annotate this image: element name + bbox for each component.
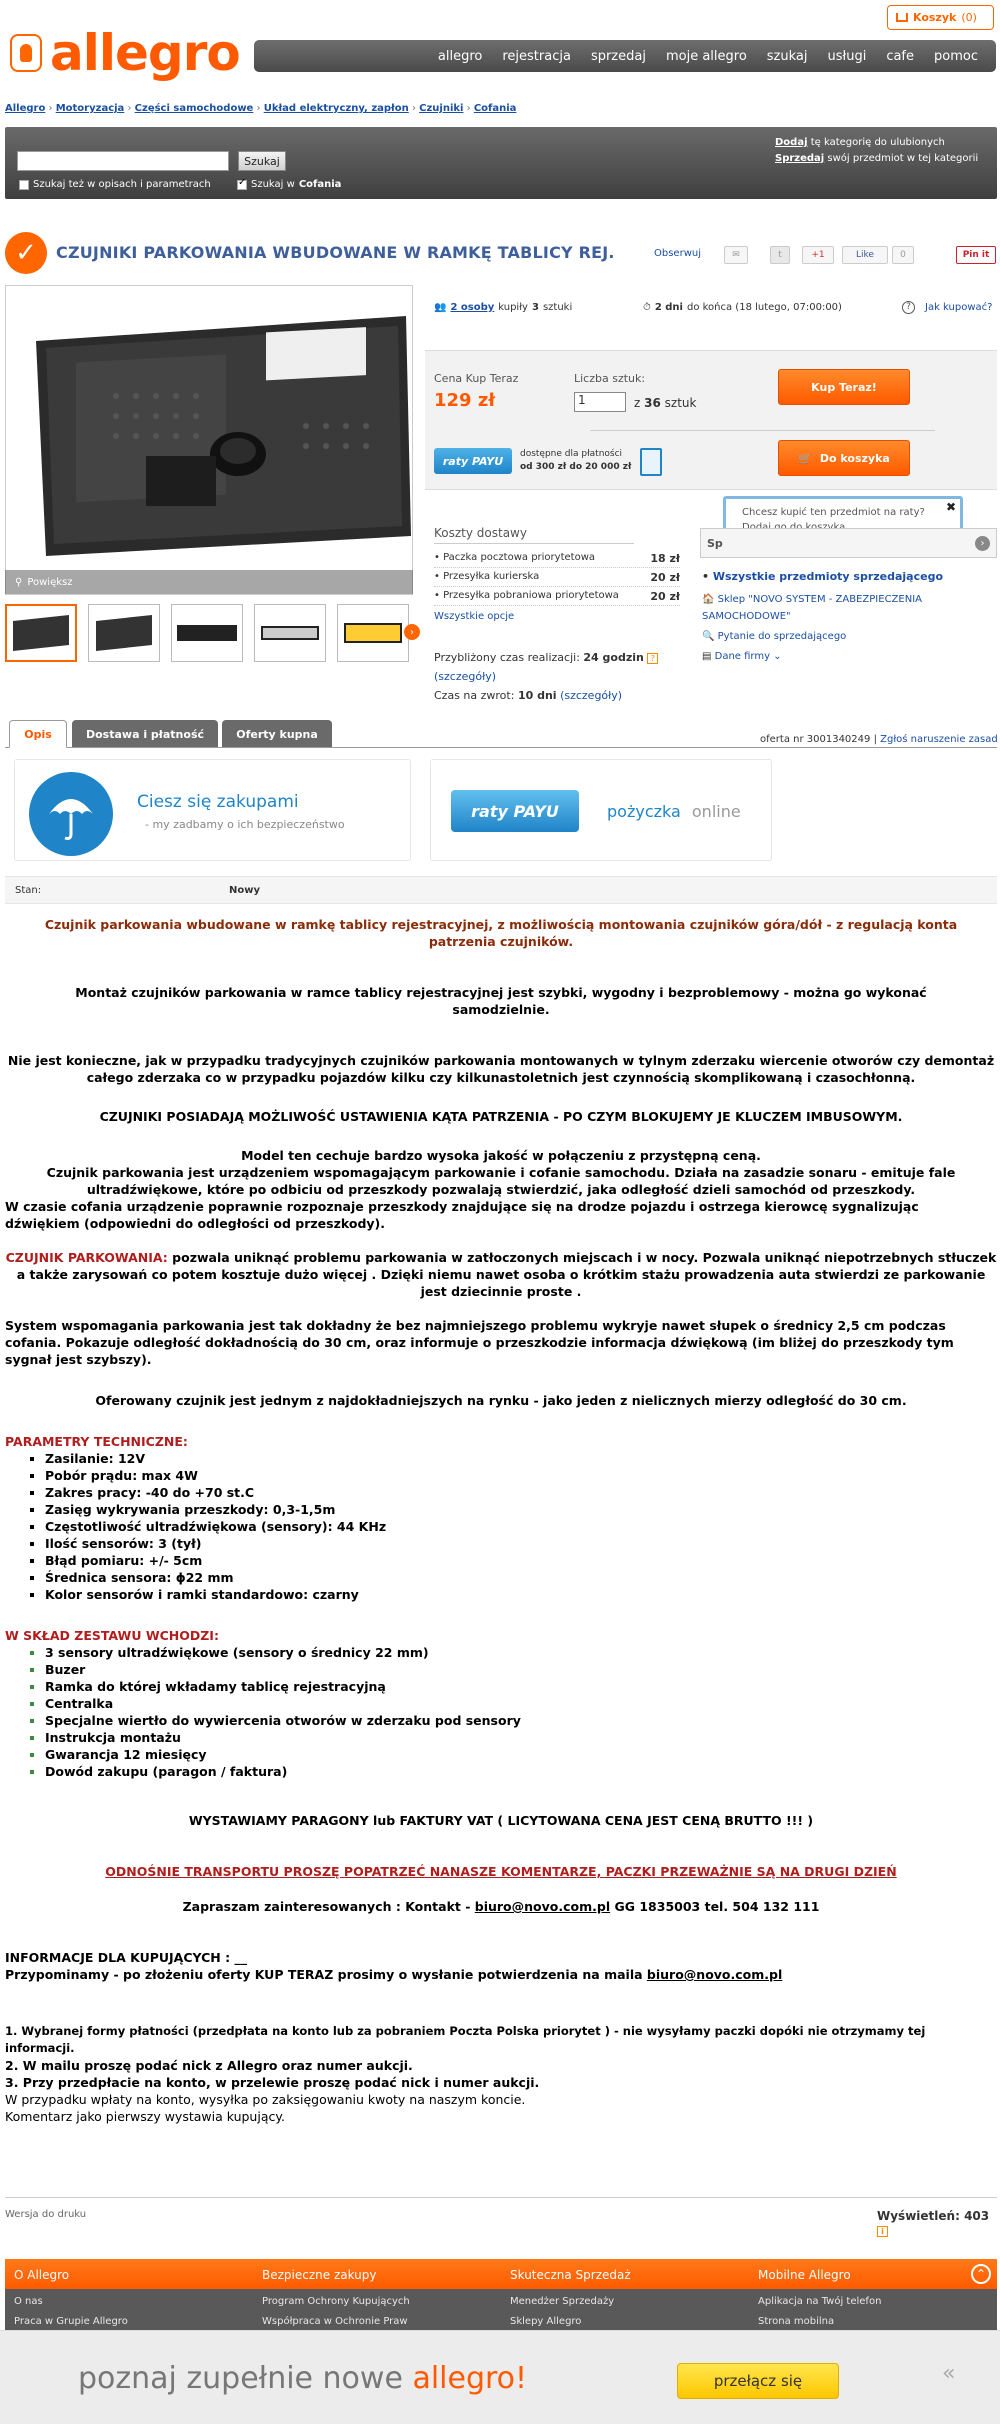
tab-description[interactable]: Opis xyxy=(9,720,67,748)
twitter-icon[interactable]: t xyxy=(770,246,790,264)
description-p5-label: CZUJNIK PARKOWANIA: xyxy=(5,1250,168,1265)
shipping-name: Przesyłka pobraniowa priorytetowa xyxy=(443,590,619,601)
footer-link[interactable]: Aplikacja na Twój telefon xyxy=(758,2296,882,2307)
quantity-unit: sztuk xyxy=(664,396,697,410)
promo-exclaim: ! xyxy=(515,2361,528,2396)
buyers-unit: sztuki xyxy=(542,302,573,313)
pinterest-button[interactable]: Pin it xyxy=(956,246,996,264)
breadcrumb-czujniki[interactable]: Czujniki xyxy=(419,103,464,114)
checkmark-icon: ✓ xyxy=(5,232,47,274)
footer-link[interactable]: Sklepy Allegro xyxy=(510,2316,582,2327)
divider xyxy=(5,2197,997,2198)
breadcrumb-czesci[interactable]: Części samochodowe xyxy=(134,103,254,114)
return-details-link[interactable]: (szczegóły) xyxy=(560,689,623,702)
return-label: Czas na zwrot: xyxy=(434,689,515,702)
nav-help[interactable]: pomoc xyxy=(934,48,978,64)
nav-cafe[interactable]: cafe xyxy=(886,48,915,64)
allegro-logo[interactable] xyxy=(10,24,240,82)
footer-link[interactable]: O nas xyxy=(14,2296,43,2307)
observe-link[interactable]: Obserwuj xyxy=(654,248,701,259)
condition-value: Nowy xyxy=(229,885,260,896)
realization-label: Przybliżony czas realizacji: xyxy=(434,651,580,664)
shipping-name: Paczka pocztowa priorytetowa xyxy=(443,552,595,563)
time-left xyxy=(643,302,842,313)
safe-shopping-banner[interactable] xyxy=(14,759,411,861)
list-item: ▪ Średnica sensora: ϕ22 mm xyxy=(45,1569,997,1586)
checkbox-checked-icon xyxy=(237,180,247,190)
sell-here-link[interactable]: Sprzedaj xyxy=(775,153,825,164)
add-to-cart-label: Do koszyka xyxy=(819,451,890,465)
footer-link[interactable]: Praca w Grupie Allegro xyxy=(14,2316,128,2327)
thumbnail-next-arrow-icon[interactable]: › xyxy=(404,624,420,640)
nav-register[interactable]: rejestracja xyxy=(502,48,571,64)
online-word: online xyxy=(691,802,741,821)
sell-here-text: swój przedmiot w tej kategorii xyxy=(827,153,979,164)
footer-link[interactable]: Współpraca w Ochronie Praw xyxy=(262,2316,408,2327)
params-list xyxy=(45,1450,997,1603)
description-p4c: W czasie cofania urządzenie poprawnie rozpoznaje przeszkody znajdujące się na drodze pojazdu i ostrzega kierowcę sygnalizując dźwiękiem (odpowiedni do odległości od przeszkody). xyxy=(5,1199,919,1231)
chevron-down-icon: ⌄ xyxy=(773,651,782,662)
search-descriptions-checkbox[interactable] xyxy=(19,179,211,190)
raty-info xyxy=(520,448,631,474)
item-description xyxy=(5,916,997,2125)
description-p1: Montaż czujników parkowania w ramce tablicy rejestracyjnej jest szybki, wygodny i bezproblemowy - można go wykonać samodzielnie. xyxy=(75,985,927,1017)
new-allegro-promo xyxy=(0,2330,1000,2424)
google-plus-button[interactable]: +1 xyxy=(802,246,834,264)
tab-delivery-payment[interactable]: Dostawa i płatność xyxy=(72,720,218,748)
search-category-checkbox[interactable] xyxy=(237,179,341,190)
checkbox-category-name: Cofania xyxy=(298,179,342,190)
list-item: ▪ Specjalne wiertło do wywiercenia otworów w zderzaku pod sensory xyxy=(45,1712,997,1729)
clock-icon: ⏱ xyxy=(643,302,651,313)
magnifier-icon: ⚲ xyxy=(15,576,23,588)
quantity-input[interactable]: 1 xyxy=(574,392,626,412)
seller-shop-link[interactable]: Sklep "NOVO SYSTEM - ZABEZPIECZENIA SAMOCHODOWE" xyxy=(702,594,922,622)
info-icon[interactable]: ? xyxy=(647,653,658,664)
list-item: ▪ Instrukcja montażu xyxy=(45,1729,997,1746)
search-bar xyxy=(5,127,997,199)
add-to-cart-button[interactable] xyxy=(778,440,910,476)
realization-time xyxy=(434,648,658,686)
quantity-of: z xyxy=(634,396,641,410)
thumbnail-5[interactable] xyxy=(337,604,409,662)
footer-heading[interactable]: Mobilne Allegro xyxy=(758,2268,851,2282)
breadcrumb: Allegro › Motoryzacja › Części samochodowe › Układ elektryczny, zapłon › Czujniki › Cofania xyxy=(5,103,517,114)
seller-all-items-link[interactable]: Wszystkie przedmioty sprzedającego xyxy=(712,570,944,583)
thumbnail-4[interactable] xyxy=(254,604,326,662)
raty-payu-logo: raty PAYU xyxy=(451,790,579,832)
cart-icon xyxy=(896,13,908,22)
time-left-text: do końca (18 lutego, 07:00:00) xyxy=(686,302,842,313)
buy-now-button[interactable]: Kup Teraz! xyxy=(778,369,910,405)
description-p5: pozwala uniknąć problemu parkowania w zatłoczonych miejscach i w nocy. Pozwala uniknąć niepotrzebnych stłuczek a także zarysowań co potem kosztuje dużo więcej . Dzięki niemu nawet osoba o krótkim stażu prowadzenia auta stwierdzi ze parkowanie jest dziecinnie proste . xyxy=(16,1250,997,1299)
list-item: ▪ Błąd pomiaru: +/- 5cm xyxy=(45,1552,997,1569)
offer-info: oferta nr 3001340249 | Zgłoś naruszenie zasad xyxy=(760,734,998,745)
building-icon: ▤ xyxy=(702,651,712,662)
raty-line1: dostępne dla płatności xyxy=(520,449,623,459)
step-1: 1. Wybranej formy płatności (przedpłata na konto lub za pobraniem Poczta Polska priorytet ) - nie wysyłamy paczki dopóki nie otrzymamy tej informacji. xyxy=(5,2024,926,2055)
list-item: ▪ Centralka xyxy=(45,1695,997,1712)
list-item: ▪ Dowód zakupu (paragon / faktura) xyxy=(45,1763,997,1780)
facebook-like-button[interactable]: Like xyxy=(842,246,888,264)
people-icon: 👥 xyxy=(434,302,447,313)
return-time xyxy=(434,689,622,702)
print-version-link[interactable]: Wersja do druku xyxy=(5,2209,87,2220)
kit-list xyxy=(45,1644,997,1780)
divider xyxy=(590,430,935,431)
safe-banner-subtitle: - my zadbamy o ich bezpieczeństwo xyxy=(145,818,345,831)
nav-my-allegro[interactable]: moje allegro xyxy=(665,48,747,64)
description-p3: CZUJNIKI POSIADAJĄ MOŻLIWOŚĆ USTAWIENIA KĄTA PATRZENIA - PO CZYM BLOKUJEMY JE KLUCZEM IMBUSOWYM. xyxy=(99,1109,903,1124)
list-item: ▪ Ilość sensorów: 3 (tył) xyxy=(45,1535,997,1552)
cart-count: (0) xyxy=(961,11,977,24)
breadcrumb-cofania[interactable]: Cofania xyxy=(473,103,517,114)
raty-line2: od 300 zł do 20 000 zł xyxy=(520,462,632,472)
report-violation-link[interactable]: Zgłoś naruszenie zasad xyxy=(880,734,998,745)
main-nav xyxy=(254,40,996,72)
list-item: ▪ Pobór prądu: max 4W xyxy=(45,1467,997,1484)
license-plate-frame-image xyxy=(6,286,413,595)
how-to-buy-label[interactable]: Jak kupować? xyxy=(925,302,993,313)
category-actions xyxy=(775,135,978,167)
promo-text xyxy=(78,2361,527,2396)
like-count: 0 xyxy=(892,246,914,264)
email-share-icon[interactable]: ✉ xyxy=(724,246,748,264)
footer-link[interactable]: Strona mobilna xyxy=(758,2316,835,2327)
question-icon: ? xyxy=(902,301,915,314)
info-email-link[interactable]: biuro@novo.com.pl xyxy=(646,1967,783,1982)
checkbox-label: Szukaj w xyxy=(251,179,295,190)
cart-label: Koszyk xyxy=(913,11,957,24)
loan-online xyxy=(607,802,741,821)
chat-icon: 🔍 xyxy=(702,631,715,642)
seller-box xyxy=(700,528,997,558)
realization-details-link[interactable]: (szczegóły) xyxy=(434,670,497,683)
description-p7: Oferowany czujnik jest jednym z najdokładniejszych na rynku - jako jeden z nielicznych mierzy odległość do 30 cm. xyxy=(95,1393,907,1408)
footer-heading[interactable]: Bezpieczne zakupy xyxy=(262,2268,377,2282)
kit-title: W SKŁAD ZESTAWU WCHODZI: xyxy=(5,1628,219,1643)
nav-sell[interactable]: sprzedaj xyxy=(590,48,646,64)
condition-row xyxy=(5,876,997,904)
seller-all-items[interactable]: • Wszystkie przedmioty sprzedającego xyxy=(702,570,944,583)
view-counter xyxy=(877,2209,1000,2237)
tooltip-text: Chcesz kupić ten przedmiot na raty? xyxy=(742,507,925,518)
list-item: ▪ Zakres pracy: -40 do +70 st.C xyxy=(45,1484,997,1501)
buyers-info xyxy=(434,302,572,313)
list-item: ▪ Zasilanie: 12V xyxy=(45,1450,997,1467)
quantity-label: Liczba sztuk: xyxy=(574,372,646,385)
tab-purchase-offers[interactable]: Oferty kupna xyxy=(222,720,332,748)
shop-icon: 🏠 xyxy=(702,594,715,605)
transport-note: ODNOŚNIE TRANSPORTU PROSZĘ POPATRZEĆ NANASZE KOMENTARZE, PACZKI PRZEWAŻNIE SĄ NA DRUGI DZIEŃ xyxy=(105,1864,897,1879)
info-icon: i xyxy=(877,2226,888,2237)
offer-number: oferta nr 3001340249 xyxy=(760,734,871,745)
price-label: Cena Kup Teraz xyxy=(434,372,519,385)
shipping-title: Koszty dostawy xyxy=(434,526,634,544)
chevron-up-icon[interactable]: ⌃ xyxy=(971,2264,991,2284)
list-item: ▪ Zasięg wykrywania przeszkody: 0,3-1,5m xyxy=(45,1501,997,1518)
price-value: 129 zł xyxy=(434,390,495,411)
shipping-name: Przesyłka kurierska xyxy=(443,571,540,582)
thumbnail-3[interactable] xyxy=(171,604,243,662)
checkbox-icon xyxy=(19,180,29,190)
buyers-qty: 3 xyxy=(531,302,539,313)
nav-services[interactable]: usługi xyxy=(827,48,867,64)
search-button[interactable]: Szukaj xyxy=(238,151,286,171)
nav-search[interactable]: szukaj xyxy=(766,48,808,64)
shipping-price: 20 zł xyxy=(650,590,680,603)
condition-label: Stan: xyxy=(15,885,42,896)
cart-icon: 🛒 xyxy=(798,451,812,465)
step-2: 2. W mailu proszę podać nick z Allegro oraz numer aukcji. xyxy=(5,2058,413,2073)
contact-text: Zapraszam zainteresowanych : Kontakt - xyxy=(182,1899,471,1914)
seller-company-link[interactable]: Dane firmy xyxy=(714,651,771,662)
list-item: ▪ Buzer xyxy=(45,1661,997,1678)
zoom-label: Powiększ xyxy=(27,576,73,588)
breadcrumb-motoryzacja[interactable]: Motoryzacja xyxy=(55,103,125,114)
switch-button[interactable]: przełącz się xyxy=(677,2363,839,2399)
footer-link[interactable]: Program Ochrony Kupujących xyxy=(262,2296,410,2307)
description-headline: Czujnik parkowania wbudowane w ramkę tablicy rejestracyjnej, z możliwością montowania czujników góra/dół - z regulacją konta patrzenia czujników. xyxy=(44,917,958,949)
safe-banner-title: Ciesz się zakupami xyxy=(137,792,299,812)
close-icon[interactable]: ✖ xyxy=(945,500,956,514)
views-label: Wyświetleń: xyxy=(877,2209,960,2223)
zoom-bar[interactable] xyxy=(5,570,413,594)
info-title: INFORMACJE DLA KUPUJĄCYCH : __ xyxy=(5,1950,247,1965)
footer-heading[interactable]: O Allegro xyxy=(14,2268,70,2282)
buyers-text: kupiły xyxy=(498,302,528,313)
cart-button[interactable] xyxy=(887,5,994,30)
thumbnail-1[interactable] xyxy=(5,604,77,662)
step-3: 3. Przy przedpłacie na konto, w przelewie proszę podać nick i numer aukcji. xyxy=(5,2075,540,2090)
footer-link[interactable]: Menedżer Sprzedaży xyxy=(510,2296,615,2307)
description-p4b: Czujnik parkowania jest urządzeniem wspomagającym parkowanie i cofanie samochodu. Działa na zasadzie sonaru - emituje fale ultradźwiękowe, które po odbiciu od przeszkody pozwalają stwierdzić, jaka odległość dzieli samochód od przeszkody. xyxy=(46,1165,956,1197)
quantity-available xyxy=(634,396,696,410)
seller-shop[interactable] xyxy=(702,591,982,625)
shipping-row: • Przesyłka pobraniowa priorytetowa 20 zł xyxy=(434,590,680,606)
description-p4a: Model ten cechuje bardzo wysoka jakość w połączeniu z przystępną ceną. xyxy=(241,1148,761,1163)
breadcrumb-uklad[interactable]: Układ elektryczny, zapłon xyxy=(263,103,409,114)
list-item: ▪ Ramka do której wkładamy tablicę rejestracyjną xyxy=(45,1678,997,1695)
product-main-image[interactable] xyxy=(5,285,413,595)
item-title: CZUJNIKI PARKOWANIA WBUDOWANE W RAMKĘ TABLICY REJ. xyxy=(56,243,615,262)
params-title: PARAMETRY TECHNICZNE: xyxy=(5,1434,188,1449)
promo-text-a: poznaj zupełnie nowe xyxy=(78,2361,403,2396)
return-value: 10 dni xyxy=(517,689,557,702)
shipping-price: 20 zł xyxy=(650,571,680,584)
add-favourite-link[interactable]: Dodaj xyxy=(775,137,808,148)
collapse-arrow-icon[interactable]: « xyxy=(942,2361,956,2386)
contact-email-link[interactable]: biuro@novo.com.pl xyxy=(474,1899,611,1914)
tab-divider xyxy=(5,747,997,748)
breadcrumb-allegro[interactable]: Allegro xyxy=(5,103,46,114)
seller-ask[interactable] xyxy=(702,631,846,642)
description-p6: System wspomagania parkowania jest tak dokładny że bez najmniejszego problemu wykryje nawet słupek o średnicy 2,5 cm podczas cofania. Pokazuje odległość dokładnością do 30 cm, oraz informuje o przeszkodzie informacja dźwiękową (im bliżej do przeszkody tym sygnał jest szybszy). xyxy=(5,1318,954,1367)
quantity-total: 36 xyxy=(644,396,661,410)
views-value: 403 xyxy=(964,2209,990,2223)
logo-text: allegro xyxy=(50,24,240,82)
all-shipping-options-link[interactable]: Wszystkie opcje xyxy=(434,611,515,622)
chevron-right-icon[interactable]: › xyxy=(975,536,990,551)
seller-company[interactable] xyxy=(702,651,782,662)
promo-brand: allegro xyxy=(412,2361,516,2396)
search-input[interactable] xyxy=(17,151,229,171)
shipping-row: • Paczka pocztowa priorytetowa 18 zł xyxy=(434,552,680,568)
shipping-row: • Przesyłka kurierska 20 zł xyxy=(434,571,680,587)
list-item: ▪ Kolor sensorów i ramki standardowo: czarny xyxy=(45,1586,997,1603)
raty-payu-badge[interactable]: raty PAYU xyxy=(434,448,512,474)
shipping-price: 18 zł xyxy=(650,552,680,565)
list-item: ▪ Gwarancja 12 miesięcy xyxy=(45,1746,997,1763)
tail-2: Komentarz jako pierwszy wystawia kupujący. xyxy=(5,2109,285,2124)
description-p2: Nie jest konieczne, jak w przypadku tradycyjnych czujników parkowania montowanych w tylnym zderzaku wiercenie otworów czy demontaż całego zderzaka co w przypadku pojazdów kilku czy kilkunastoletnich jest czynnością skomplikowaną i czasochłonną. xyxy=(7,1053,995,1085)
hand-logo-icon xyxy=(10,34,42,72)
list-item: ▪ 3 sensory ultradźwiękowe (sensory o średnicy 22 mm) xyxy=(45,1644,997,1661)
thumbnail-2[interactable] xyxy=(88,604,160,662)
info-text: Przypominamy - po złożeniu oferty KUP TERAZ prosimy o wysłanie potwierdzenia na maila xyxy=(5,1967,643,1982)
vat-note: WYSTAWIAMY PARAGONY lub FAKTURY VAT ( LICYTOWANA CENA JEST CENĄ BRUTTO !!! ) xyxy=(188,1813,814,1828)
buyers-link[interactable]: 2 osoby xyxy=(450,302,495,313)
contact-phone: GG 1835003 tel. 504 132 111 xyxy=(614,1899,820,1914)
add-favourite-text: tę kategorię do ulubionych xyxy=(810,137,945,148)
loan-word: pożyczka xyxy=(607,802,681,821)
list-item: ▪ Częstotliwość ultradźwiękowa (sensory): 44 KHz xyxy=(45,1518,997,1535)
footer-heading[interactable]: Skuteczna Sprzedaż xyxy=(510,2268,631,2282)
seller-ask-link[interactable]: Pytanie do sprzedającego xyxy=(717,631,847,642)
raty-loan-banner[interactable] xyxy=(430,759,772,861)
checkbox-label: Szukaj też w opisach i parametrach xyxy=(33,179,211,190)
umbrella-icon xyxy=(29,772,113,856)
tail-1: W przypadku wpłaty na konto, wysyłka po zaksięgowaniu kwoty na naszym koncie. xyxy=(5,2092,526,2107)
calculator-icon[interactable] xyxy=(640,448,662,476)
nav-allegro[interactable]: allegro xyxy=(437,48,483,64)
realization-value: 24 godzin xyxy=(583,651,644,664)
time-left-value: 2 dni xyxy=(654,302,683,313)
seller-box-label: Sp xyxy=(707,537,723,550)
